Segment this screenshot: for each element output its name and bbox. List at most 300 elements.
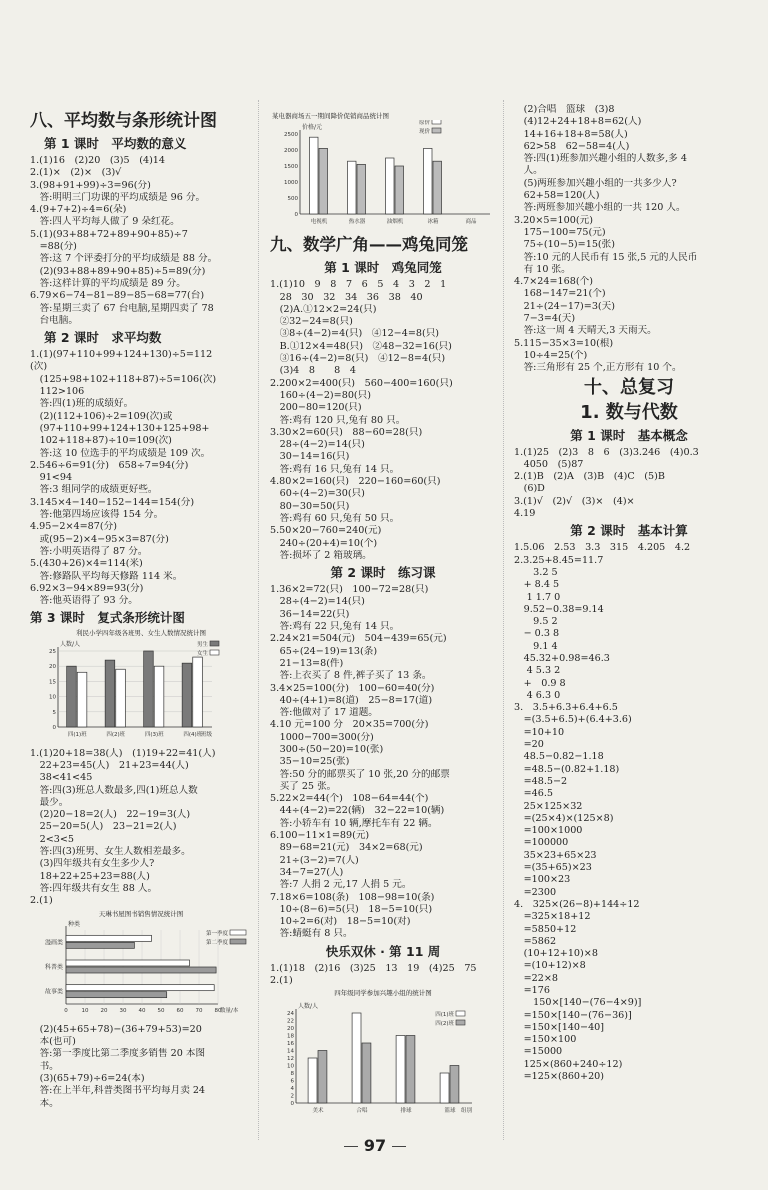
bar [450,1066,459,1104]
y-axis-label: 人数/人 [298,1003,319,1011]
x-tick-label: 热水器 [348,219,366,225]
x-tick-label: 10 [81,1007,89,1014]
legend-label: 现价 [418,129,430,135]
answer-line: 答:在上半年,科普类图书平均每月卖 24 [30,1085,206,1097]
answer-line: 1000−700=300(分) [270,731,374,743]
answer-line: 答:四(3)班男、女生人数相差最多。 [30,846,191,858]
answer-line: 6.79×6−74−81−89−85−68=77(台) [30,290,205,302]
answer-line: 4050 (5)87 [514,458,584,470]
answer-line: 28 30 32 34 36 38 40 [270,291,423,303]
interest-group-chart [270,989,496,1121]
answer-line: 答:7 人捐 2 元,17 人捐 5 元。 [270,879,412,891]
answer-line: 答:明明三门功课的平均成绩是 96 分。 [30,191,206,203]
answer-line: 4.10 元=100 分 20×35=700(分) [270,719,429,731]
answer-line: 48.5−0.82−1.18 [514,751,604,763]
answer-line: 7−3=4(天) [514,313,576,325]
answer-line: 2.546÷6=91(分) 658÷7=94(分) [30,459,189,471]
answer-line: =48.5−2 [514,775,568,787]
y-tick-label: 2 [290,1093,294,1100]
answer-line: 本(也可) [30,1036,76,1048]
answer-line: =(3.5+6.5)+(6.4+3.6) [514,714,632,726]
answer-line: 买了 25 张。 [270,780,337,792]
answer-line: B.①12×4=48(只) ②48−32=16(只) [270,340,452,352]
answer-line: (2)(45+65+78)−(36+79+53)=20 [30,1023,202,1035]
answer-line: 4.(9+7+2)÷4=6(朵) [30,204,127,216]
chart-title: 某电器商场五一期间降价促销商品统计图 [272,112,389,120]
bar [193,657,203,727]
answer-line: 答:四(1)班的成绩好。 [30,398,134,410]
answer-line: 21÷(24−17)=3(天) [514,300,616,312]
answer-line: 34−7=27(人) [270,866,344,878]
x-axis-label: 组别 [460,1108,472,1115]
lesson-1-answers [270,279,496,562]
answer-line: (2)(112+106)÷2=109(次)或 [30,410,173,422]
answer-line: =88(分) [30,241,77,253]
legend-label: 第二季度 [205,939,228,946]
answer-line: 2.(1)B (2)A (3)B (4)C (5)B [514,471,665,483]
x-axis-label: 班级 [200,732,212,739]
answer-line: 4. 325×(26−8)+144÷12 [514,898,640,910]
bar [348,161,357,214]
bar [310,137,319,214]
answer-line: 102+118+87)÷10=109(次) [30,435,172,447]
answer-line: 答:鸡有 120 只,兔有 80 只。 [270,414,406,426]
y-tick-label: 12 [287,1056,294,1063]
lesson-3-answers-continued [30,1024,252,1110]
answer-line: 2.24×21=504(元) 504−439=65(元) [270,633,447,645]
answer-line: 3.(98+91+99)÷3=96(分) [30,179,151,191]
x-tick-label: 40 [138,1007,146,1014]
x-tick-label: 冰箱 [427,219,439,225]
answer-line: 65÷(24−19)=13(条) [270,645,378,657]
bar [362,1043,371,1103]
y-tick-label: 2500 [284,132,298,138]
answer-line: 38<41<45 [30,772,93,784]
answer-line: 答:四(1)班参加兴趣小组的人数多,多 4 [514,153,687,165]
answer-line: 答:这 7 个评委打分的平均成绩是 88 分。 [30,253,218,265]
answer-line: 2.(1) [270,975,293,987]
answer-line: 9.52−0.38=9.14 [514,603,604,615]
x-tick-label: 油烟机 [386,219,404,225]
answer-line: 5.50×20−760=240(元) [270,525,382,537]
answer-line: 25×125×32 [514,800,583,812]
answer-line: 3. 3.5+6.3+6.4+6.5 [514,702,618,714]
y-tick-label: 故事类 [44,988,63,996]
answer-line: 25−20=5(人) 23−21=2(人) [30,821,177,833]
x-tick-label: 0 [64,1007,68,1014]
bar [319,148,328,214]
answer-line: 9.5 2 [514,616,558,628]
answer-line: 35−10=25(张) [270,756,350,768]
answer-line: 答:损坏了 2 箱玻璃。 [270,549,372,561]
answer-line: 4.7×24=168(个) [514,276,593,288]
x-tick-label: 30 [119,1007,127,1014]
y-tick-label: 8 [290,1071,294,1078]
x-tick-label: 美术 [312,1108,324,1115]
y-tick-label: 1000 [284,180,298,186]
answer-line: (6)D [514,483,545,495]
answer-line: 18+22+25+23=88(人) [30,870,150,882]
answer-line: =325×18+12 [514,911,591,923]
answer-line: 答:小轿车有 10 辆,摩托车有 22 辆。 [270,817,438,829]
answer-line: 4.80×2=160(只) 220−160=60(只) [270,476,441,488]
answer-line: 1 1.7 0 [514,591,561,603]
legend-label: 四(1)班 [435,1012,454,1019]
y-axis-label: 种类 [68,920,81,928]
bar [395,166,404,214]
book-sales-chart [30,910,252,1022]
answer-line: 91<94 [30,472,73,484]
y-tick-label: 14 [287,1048,294,1055]
answer-line: 答:他英语得了 93 分。 [30,595,138,607]
lesson-2-answers [270,584,496,941]
weekend-answers-continued [514,104,744,375]
answer-line: + 0.9 8 [514,677,566,689]
y-tick-label: 10 [287,1063,294,1070]
answer-line: 答:3 组同学的成绩更好些。 [30,484,158,496]
answer-line: (125+98+102+118+87)÷5=106(次) [30,373,217,385]
legend-label: 第一季度 [205,930,228,937]
answer-line: =176 [514,985,550,996]
lesson-2-title: 第 2 课时 基本计算 [570,523,688,539]
answer-line: 2.(1)× (2)× (3)√ [30,167,122,179]
y-tick-label: 25 [49,649,56,656]
answer-line: 44÷(4−2)=22(辆) 32−22=10(辆) [270,805,445,817]
chart-title: 天琳书屋图书销售情况统计图 [98,909,184,918]
x-tick-label: 商品 [465,219,477,225]
legend-swatch [230,939,246,944]
answer-line: 10÷4=25(个) [514,349,588,361]
y-tick-label: 漫画类 [44,938,63,946]
answer-line: 3.20×5=100(元) [514,214,593,226]
bar [66,935,152,941]
answer-line: (2)A.①12×2=24(只) [270,303,377,315]
bar [66,991,167,997]
answer-line: 10÷(8−6)=5(只) 18−5=10(只) [270,903,433,915]
answer-line: (2)(93+88+89+90+85)÷5=89(分) [30,265,206,277]
answer-line: 2<3<5 [30,833,74,845]
answer-line: (2)20−18=2(人) 22−19=3(人) [30,809,191,821]
column-divider [258,100,259,1140]
answer-line: 答:鸡有 22 只,兔有 14 只。 [270,621,400,633]
appliance-price-chart-svg [270,120,496,228]
y-tick-label: 20 [49,664,56,671]
bar [66,984,214,990]
x-tick-label: 70 [195,1007,203,1014]
legend-swatch [432,128,441,133]
answer-line: ②32−24=8(只) [270,316,353,328]
bar [116,670,126,728]
x-axis-label: 数量/本 [220,1007,239,1014]
answer-line: =(35+65)×23 [514,862,592,874]
answer-line: 答:四(3)班总人数最多,四(1)班总人数 [30,784,198,796]
answer-line: 1.(1)(97+110+99+124+130)÷5=112 [30,349,213,361]
x-tick-label: 四(4)班 [183,732,203,739]
answer-line: 160÷(4−2)=80(只) [270,389,372,401]
answer-line: 36−14=22(只) [270,608,350,620]
page-number: 97 [330,1136,420,1155]
y-tick-label: 15 [49,679,56,686]
answer-line: 60÷(4−2)=30(只) [270,488,365,500]
answer-line: =5862 [514,935,557,947]
answer-line: 答:10 元的人民币有 15 张,5 元的人民币 [514,251,698,263]
bar [308,1058,317,1103]
answer-line: 最少。 [30,796,69,808]
answer-line: =100000 [514,837,569,849]
lesson-2-answers [514,542,744,1083]
answer-line: 175−100=75(元) [514,226,606,238]
class-gender-chart-svg [30,637,252,741]
answer-line: 3.4×25=100(分) 100−60=40(分) [270,682,435,694]
answer-line: =22×8 [514,972,558,984]
answer-line: =(25×4)×(125×8) [514,812,614,824]
column-2 [270,110,496,1124]
bar [357,164,366,214]
bar [66,960,190,966]
lesson-1-title: 第 1 课时 基本概念 [570,427,688,443]
x-tick-label: 四(1)班 [67,732,87,739]
y-tick-label: 0 [294,212,298,218]
y-tick-label: 2000 [284,148,298,154]
answer-line: 有 10 张。 [514,263,571,275]
answer-line: 2.(1) [30,895,53,907]
answer-line: 89−68=21(元) 34×2=68(元) [270,842,423,854]
answer-line: 5.(1)(93+88+72+89+90+85)÷7 [30,228,188,240]
answer-line: 62>58 62−58=4(人) [514,140,630,152]
answer-line: 答:蜻蜓有 8 只。 [270,928,353,940]
answer-line: 1.(1)25 (2)3 8 6 (3)3.246 (4)0.3 [514,446,699,458]
answer-line: 40÷(4+1)=8(道) 25−8=17(道) [270,694,433,706]
y-tick-label: 科普类 [44,963,63,971]
y-tick-label: 6 [290,1078,294,1085]
column-1 [30,108,252,1110]
answer-line: =46.5 [514,788,553,800]
lesson-1-answers [30,155,252,327]
y-axis-label: 价格/元 [302,124,323,131]
lesson-1-answers [514,447,744,521]
answer-line: − 0.3 8 [514,628,560,640]
x-tick-label: 80 [214,1007,222,1014]
answer-line: 9.1 4 [514,640,558,652]
lesson-2-answers [30,349,252,607]
answer-line: 台电脑。 [30,314,78,326]
answer-line: 22+23=45(人) 21+23=44(人) [30,759,189,771]
y-tick-label: 24 [287,1011,294,1018]
lesson-2-title: 第 2 课时 练习课 [330,565,436,581]
y-tick-label: 20 [287,1026,294,1033]
answer-line: 150×[140−(76−4×9)] [514,997,642,1009]
answer-line: 10÷2=6(对) 18−5=10(对) [270,916,411,928]
x-tick-label: 20 [100,1007,108,1014]
answer-line: (4)12+24+18+8=62(人) [514,116,642,128]
answer-line: =100×1000 [514,825,583,837]
answer-line: 答:鸡有 60 只,兔有 50 只。 [270,512,400,524]
answer-line: 30−14=16(只) [270,451,350,463]
y-axis-label: 人数/人 [60,641,81,649]
answer-line: 答:上衣买了 8 件,裤子买了 13 条。 [270,670,432,682]
answer-line: 3.2 5 [514,566,558,578]
y-tick-label: 0 [290,1101,294,1108]
legend-swatch [456,1011,465,1016]
x-tick-label: 60 [176,1007,184,1014]
answer-line: 答:鸡有 16 只,兔有 14 只。 [270,463,400,475]
answer-line: 本。 [30,1097,59,1109]
y-tick-label: 4 [290,1086,294,1093]
lesson-3-answers [30,748,252,908]
answer-line: (次) [30,361,48,373]
answer-line: 书。 [30,1060,59,1072]
answer-line: 7.18×6=108(条) 108−98=10(条) [270,891,435,903]
weekend-title: 快乐双休 · 第 11 周 [325,943,441,959]
answer-line: 112>106 [30,386,85,398]
lesson-1-title: 第 1 课时 鸡兔同笼 [324,260,442,276]
y-tick-label: 18 [287,1033,294,1040]
answer-line: (3)(65+79)÷6=24(本) [30,1073,145,1085]
answer-line: 28÷(4−2)=14(只) [270,439,365,451]
answer-line: 4.19 [514,508,536,520]
y-tick-label: 1500 [284,164,298,170]
answer-line: 人。 [514,165,543,177]
bar [386,158,395,214]
answer-line: =10+10 [514,726,565,738]
answer-line: (97+110+99+124+130+125+98+ [30,422,210,434]
answer-line: =150×100 [514,1034,577,1046]
answer-line: =(10+12)×8 [514,960,586,972]
column-divider [503,100,504,1140]
section-9-title: 九、数学广角——鸡兔同笼 [270,235,468,255]
x-tick-label: 四(2)班 [106,732,126,739]
legend-label: 男生 [196,642,208,649]
answer-line: 62+58=120(人) [514,190,600,202]
x-tick-label: 电视机 [310,219,328,225]
bar [433,161,442,214]
answer-line: (10+12+10)×8 [514,948,598,960]
bar [66,967,216,973]
lesson-3-title: 第 3 课时 复式条形统计图 [30,610,185,626]
y-tick-label: 500 [287,196,298,202]
lesson-2-title: 第 2 课时 求平均数 [44,330,162,346]
legend-swatch [210,650,219,655]
bar [66,942,134,948]
answer-line: 2.200×2=400(只) 560−400=160(只) [270,377,453,389]
answer-line: 200−80=120(只) [270,402,362,414]
answer-line: (3)四年级共有女生多少人? [30,858,155,870]
answer-line: =20 [514,739,544,751]
legend-swatch [210,641,219,646]
bar [424,148,433,214]
answer-line: 4.95−2×4=87(分) [30,521,117,533]
answer-line: 240÷(20+4)=10(个) [270,537,378,549]
answer-line: 答:这一周 4 天晴天,3 天雨天。 [514,325,657,337]
answer-line: 5.(430+26)×4=114(米) [30,558,143,570]
answer-line: 4 6.3 0 [514,689,561,701]
x-tick-label: 排球 [400,1108,412,1115]
answer-line: + 8.4 5 [514,579,560,591]
answer-line: 3.145×4−140−152−144=154(分) [30,496,195,508]
answer-line: 168−147=21(个) [514,288,606,300]
y-tick-label: 10 [49,694,56,701]
answer-line: ③8÷(4−2)=4(只) ④12−4=8(只) [270,328,440,340]
bar [144,651,154,727]
answer-line: 5.115−35×3=10(根) [514,337,614,349]
y-tick-label: 22 [287,1018,294,1025]
legend-swatch [230,930,246,935]
answer-line: 答:星期三卖了 67 台电脑,星期四卖了 78 [30,302,214,314]
answer-line: 14+16+18+8=58(人) [514,128,628,140]
y-tick-label: 5 [52,710,56,717]
answer-line: 1.(1)18 (2)16 (3)25 13 19 (4)25 75 [270,962,477,974]
section-10-title: 十、总复习 [584,376,674,398]
answer-line: 1.36×2=72(只) 100−72=28(只) [270,584,429,596]
y-tick-label: 0 [52,725,56,732]
answer-line: (5)两班参加兴趣小组的一共多少人? [514,177,677,189]
bar [77,673,87,728]
x-tick-label: 四(3)班 [144,732,164,739]
column-3 [514,104,744,1083]
legend-label: 女生 [196,651,208,658]
y-tick-label: 16 [287,1041,294,1048]
answer-line: 4 5.3 2 [514,665,561,677]
bar [352,1013,361,1103]
bar [182,664,192,728]
answer-line: 5.22×2=44(个) 108−64=44(个) [270,793,429,805]
bar [396,1036,405,1104]
answer-line: ③16÷(4−2)=8(只) ④12−8=4(只) [270,353,446,365]
answer-line: 28÷(4−2)=14(只) [270,596,365,608]
answer-line: 35×23+65×23 [514,849,597,861]
answer-line: 75÷(10−5)=15(张) [514,239,616,251]
answer-line: 1.5.06 2.53 3.3 315 4.205 4.2 [514,542,691,554]
answer-line: 1.(1)20+18=38(人) (1)19+22=41(人) [30,747,216,759]
answer-line: 答:第一季度比第二季度多销售 20 本图 [30,1048,206,1060]
subsection-1-title: 1. 数与代数 [580,401,678,423]
answer-line: 6.100−11×1=89(元) [270,830,370,842]
answer-line: 2.3.25+8.45=11.7 [514,554,604,566]
x-tick-label: 篮球 [444,1108,456,1115]
answer-line: 答:两班参加兴趣小组的一共 120 人。 [514,202,686,214]
bar [406,1036,415,1104]
bar [440,1073,449,1103]
answer-line: 21−13=8(件) [270,657,344,669]
answer-line: 答:他做对了 17 道题。 [270,707,378,719]
answer-line: 6.92×3−94×89=93(分) [30,582,144,594]
bar [154,667,164,728]
answer-line: 21÷(3−2)=7(人) [270,854,359,866]
x-tick-label: 合唱 [356,1108,368,1115]
answer-line: =2300 [514,886,557,898]
x-tick-label: 50 [157,1007,165,1014]
answer-line: =100×23 [514,874,571,886]
legend-swatch [456,1020,465,1025]
answer-line: =150×[140−(76−36)] [514,1009,632,1021]
answer-line: 3.(1)√ (2)√ (3)× (4)× [514,495,635,507]
legend-label: 原价 [418,120,430,126]
lesson-1-title: 第 1 课时 平均数的意义 [44,136,187,151]
answer-line: 答:四年级共有女生 88 人。 [30,882,158,894]
chart-title: 利民小学四年级各班男、女生人数情况统计图 [76,629,206,638]
answer-line: 答:四人平均每人做了 9 朵红花。 [30,216,180,228]
answer-line: 1.(1)10 9 8 7 6 5 4 3 2 1 [270,279,447,291]
answer-line: (2)合唱 篮球 (3)8 [514,104,615,115]
answer-line: 80−30=50(只) [270,500,350,512]
legend-label: 四(2)班 [435,1021,454,1028]
answer-line: 答:小明英语得了 87 分。 [30,545,148,557]
weekend-answers [270,963,496,988]
class-gender-chart [30,629,252,745]
answer-line: 或(95−2)×4−95×3=87(分) [30,533,169,545]
answer-line: 45.32+0.98=46.3 [514,652,610,664]
section-8-title: 八、平均数与条形统计图 [30,111,217,131]
